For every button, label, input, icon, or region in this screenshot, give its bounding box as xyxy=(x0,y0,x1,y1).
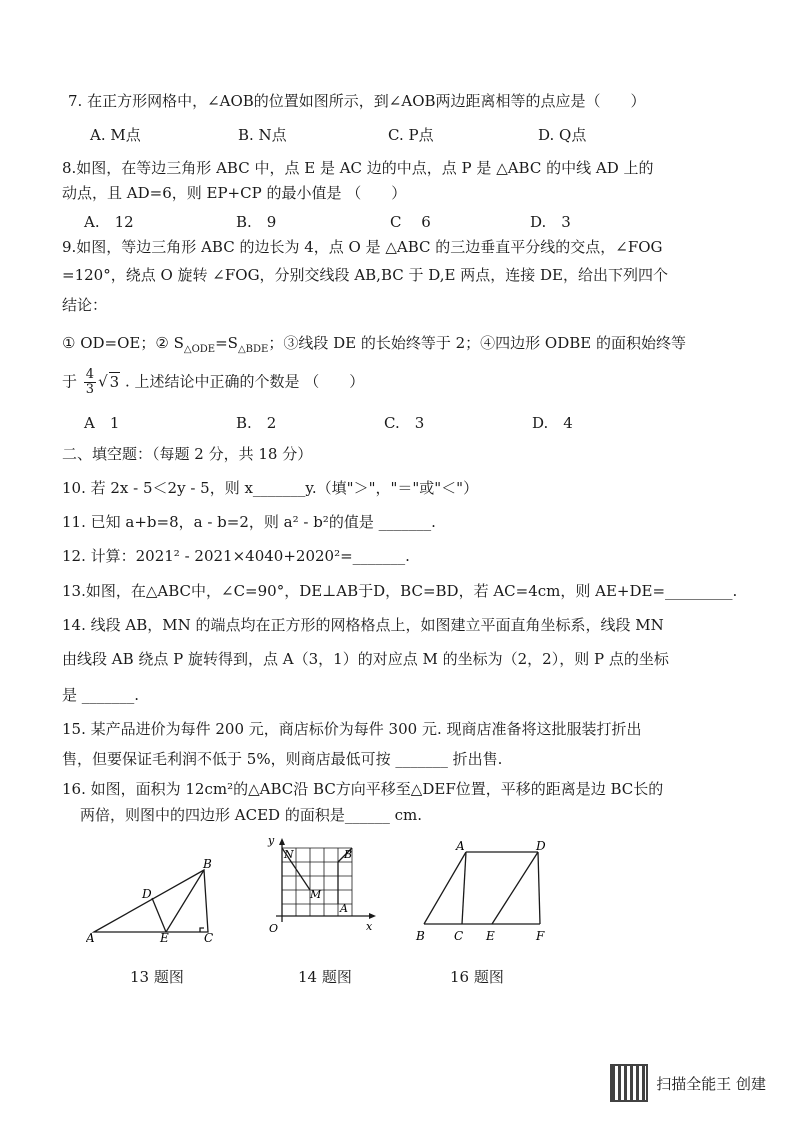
fig14-label-y: y xyxy=(268,836,275,847)
fig14-label-n: N xyxy=(284,848,294,861)
q8-option-b: B. 9 xyxy=(236,213,277,231)
q9-line1: 9.如图，等边三角形 ABC 的边长为 4，点 O 是 △ABC 的三边垂直平分线的交点，∠FOG xyxy=(62,238,663,256)
fig16-caption: 16 题图 xyxy=(450,968,504,986)
fig13-label-c: C xyxy=(204,931,214,944)
q15-line1: 15. 某产品进价为每件 200 元，商店标价为每件 300 元. 现商店准备将这批服装打折出 xyxy=(62,720,642,738)
q9-line3: 结论： xyxy=(62,296,108,314)
q7-option-b: B. N点 xyxy=(238,126,287,144)
fig14-label-x: x xyxy=(366,920,373,933)
q14-line3: 是 _______. xyxy=(62,686,140,704)
section-heading: 二、填空题：（每题 2 分，共 18 分） xyxy=(62,445,313,463)
fig13-label-d: D xyxy=(142,887,152,901)
q7-stem: 7. 在正方形网格中，∠AOB的位置如图所示，到∠AOB两边距离相等的点应是（ ） xyxy=(68,92,646,110)
q7-option-a: A. M点 xyxy=(90,126,141,144)
q9-option-a: A 1 xyxy=(84,414,120,432)
q9-line5: 于 $\frac{4}{3}$ √ 3 . 上述结论中正确的个数是 （ ） xyxy=(62,367,365,397)
q9-option-b: B. 2 xyxy=(236,414,277,432)
fig14-label-o: O xyxy=(269,922,279,935)
fig13-caption: 13 题图 xyxy=(130,968,184,986)
fig14-label-a: A xyxy=(340,902,348,915)
q8-option-c: C 6 xyxy=(390,213,431,231)
q9-option-c: C. 3 xyxy=(384,414,425,432)
fig16-label-e: E xyxy=(486,929,495,943)
fig13-label-a: A xyxy=(86,931,95,944)
figure-14 xyxy=(266,836,382,940)
figure-16 xyxy=(414,838,550,946)
fig16-label-f: F xyxy=(536,929,545,943)
fig13-label-b: B xyxy=(203,857,212,871)
fig16-label-d: D xyxy=(536,839,546,853)
fraction: $\frac{4}{3}$ xyxy=(85,367,95,397)
q8-option-a: A. 12 xyxy=(84,213,134,231)
q14-line2: 由线段 AB 绕点 P 旋转得到，点 A（3，1）的对应点 M 的坐标为（2，2），则 P 点的坐标 xyxy=(62,650,669,668)
fig16-label-a: A xyxy=(456,839,465,853)
q7-option-c: C. P点 xyxy=(388,126,434,144)
fig16-label-b: B xyxy=(416,929,425,943)
q9-line2: =120°，绕点 O 旋转 ∠FOG，分别交线段 AB,BC 于 D,E 两点，连接 DE，给出下列四个 xyxy=(62,266,668,284)
q8-line2: 动点，且 AD=6，则 EP+CP 的最小值是 （ ） xyxy=(62,184,407,202)
fig14-label-b: B xyxy=(344,848,353,861)
sqrt-sign: √ xyxy=(98,372,108,391)
scanner-watermark xyxy=(610,1064,766,1102)
q9-option-d: D. 4 xyxy=(532,414,573,432)
figure-13 xyxy=(86,852,226,944)
q16-line2: 两倍，则图中的四边形 ACED 的面积是______ cm. xyxy=(80,806,422,824)
q12: 12. 计算：2021² - 2021×4040+2020²=_______. xyxy=(62,547,410,565)
q15-line2: 售，但要保证毛利润不低于 5%，则商店最低可按 _______ 折出售. xyxy=(62,750,503,768)
q14-line1: 14. 线段 AB，MN 的端点均在正方形的网格格点上，如图建立平面直角坐标系，线段 MN xyxy=(62,616,664,634)
qr-code-icon xyxy=(610,1064,648,1102)
q8-options xyxy=(84,211,684,231)
q16-line1: 16. 如图，面积为 12cm²的△ABC沿 BC方向平移至△DEF位置，平移的距离是边 BC长的 xyxy=(62,780,664,798)
q10: 10. 若 2x - 5＜2y - 5，则 x_______y.（填"＞"，"＝"或"＜"） xyxy=(62,479,479,497)
watermark-text: 扫描全能王 创建 xyxy=(656,1074,766,1093)
fig13-label-e: E xyxy=(160,931,169,944)
q13: 13.如图，在△ABC中，∠C=90°，DE⊥AB于D，BC=BD，若 AC=4cm，则 AE+DE=_________. xyxy=(62,582,738,600)
q8-line1: 8.如图，在等边三角形 ABC 中，点 E 是 AC 边的中点，点 P 是 △ABC 的中线 AD 上的 xyxy=(62,159,654,177)
q9-options xyxy=(84,412,684,432)
q11: 11. 已知 a+b=8，a - b=2，则 a² - b²的值是 _______. xyxy=(62,513,436,531)
fig16-label-c: C xyxy=(454,929,464,943)
fig14-label-m: M xyxy=(310,888,322,901)
q9-line4: ① OD=OE；② $S_{\triangle ODE}=S_{\triangle BDE}$；③线段 DE 的长始终等于 2；④四边形 ODBE 的面积始终等 xyxy=(62,334,686,355)
q8-option-d: D. 3 xyxy=(530,213,571,231)
fig14-caption: 14 题图 xyxy=(298,968,352,986)
q7-options xyxy=(90,124,690,144)
q7-option-d: D. Q点 xyxy=(538,126,587,144)
